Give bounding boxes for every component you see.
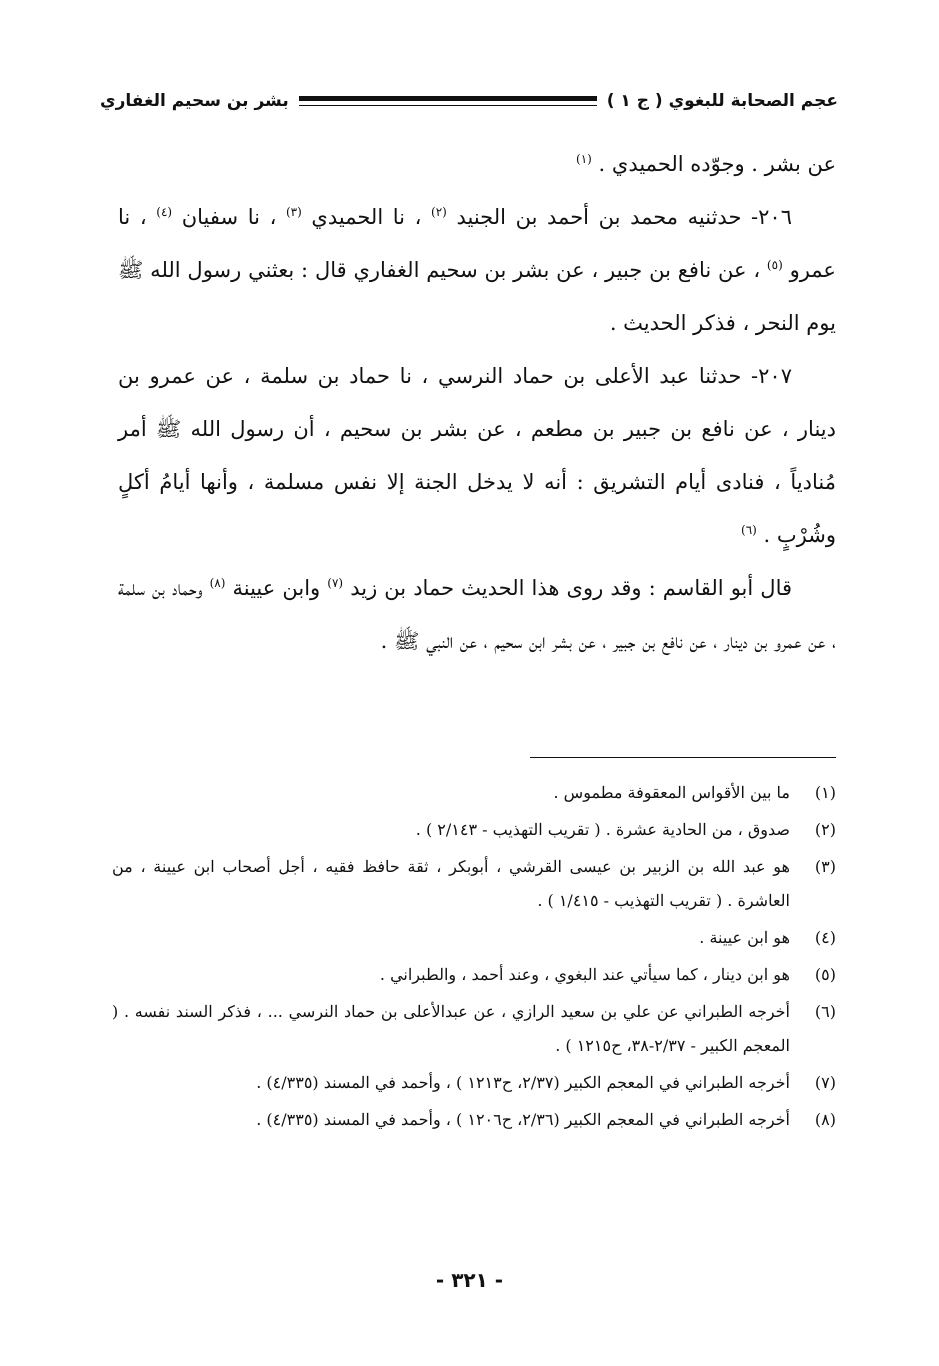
footnote-number: (٧) (814, 1073, 836, 1092)
paragraph-1 (118, 138, 836, 191)
page-number: - ٣٢١ - (435, 1268, 504, 1292)
footnote-text: أخرجه الطبراني في المعجم الكبير (٢/٣٧، ح١٢١٣ ) ، وأحمد في المسند (٤/٣٣٥) . (256, 1073, 790, 1092)
footnote-item (112, 995, 836, 1063)
footnote-number: (٢) (814, 820, 836, 839)
running-header (100, 86, 838, 116)
footnotes (112, 776, 836, 1140)
paragraph-abu-alqasim-part-c: وحماد بن سلمة ، عن عمرو بن دينار ، عن نافع بن جبير ، عن بشر ابن سحيم ، عن النبي ﷺ . (118, 576, 836, 653)
footnote-item (112, 921, 836, 955)
footnote-separator (530, 757, 836, 758)
header-rule-thin (299, 105, 597, 106)
footnote-number: (٤) (814, 928, 836, 947)
paragraph-206-part-c: ، نا سفيان (181, 205, 277, 229)
footnote-number: (١) (814, 783, 836, 802)
paragraph-206 (118, 191, 836, 350)
footnote-number: (٦) (814, 1002, 836, 1021)
footnote-item (112, 813, 836, 847)
footnote-ref-5: (٥) (766, 258, 783, 272)
footnote-ref-1: (١) (576, 152, 592, 166)
header-book-title: عجم الصحابة للبغوي ( ج ١ ) (606, 91, 838, 111)
header-section-title: بشر بن سحيم الغفاري (100, 91, 289, 111)
paragraph-207 (118, 350, 836, 562)
footnote-item (112, 850, 836, 918)
footnote-text: أخرجه الطبراني عن علي بن سعيد الرازي ، عن عبدالأعلى بن حماد النرسي ... ، فذكر السند نفسه . ( المعجم الكبير - ٢/٣٧-٣٨، ح١٢١٥ ) . (112, 1002, 791, 1055)
footnote-text: هو عبد الله بن الزبير بن عيسى القرشي ، أبوبكر ، ثقة حافظ فقيه ، أجل أصحاب ابن عيينة ، من العاشرة . ( تقريب التهذيب - ١/٤١٥ ) . (112, 857, 790, 910)
footnote-number: (٣) (814, 857, 836, 876)
footnote-ref-2: (٢) (431, 205, 447, 219)
paragraph-207-text: ٢٠٧- حدثنا عبد الأعلى بن حماد النرسي ، نا حماد بن سلمة ، عن عمرو بن دينار ، عن نافع بن جبير بن مطعم ، عن بشر بن سحيم ، أن رسول الله ﷺ أمر مُنادياً ، فنادى أيام التشريق : أنه لا يدخل الجنة إلا نفس مسلمة ، وأنها أيامُ أكلٍ وشُرْبٍ . (118, 364, 836, 547)
footnote-ref-8: (٨) (209, 576, 226, 590)
paragraph-206-part-e: ، عن نافع بن جبير ، عن بشر بن سحيم الغفاري قال : بعثني رسول الله ﷺ يوم النحر ، فذكر الحديث . (118, 258, 836, 335)
paragraph-206-part-b: ، نا الحميدي (311, 205, 422, 229)
footnote-text: صدوق ، من الحادية عشرة . ( تقريب التهذيب - ٢/١٤٣ ) . (415, 820, 790, 839)
paragraph-abu-alqasim-part-b: وابن عيينة (232, 576, 321, 600)
footnote-item (112, 1066, 836, 1100)
paragraph-abu-alqasim (118, 562, 836, 668)
footnote-item (112, 1103, 836, 1137)
paragraph-206-part-d: ، نا عمرو (118, 205, 836, 282)
footnote-number: (٨) (814, 1110, 836, 1129)
footnote-ref-7: (٧) (327, 576, 344, 590)
footnote-text: أخرجه الطبراني في المعجم الكبير (٢/٣٦، ح١٢٠٦ ) ، وأحمد في المسند (٤/٣٣٥) . (256, 1110, 790, 1129)
footnote-ref-4: (٤) (156, 205, 173, 219)
paragraph-abu-alqasim-part-a: قال أبو القاسم : وقد روى هذا الحديث حماد بن زيد (350, 576, 793, 600)
header-rule-thick (299, 96, 597, 101)
footnote-number: (٥) (814, 965, 836, 984)
main-text (118, 138, 836, 668)
footnote-text: هو ابن عيينة . (699, 928, 790, 947)
footnote-text: هو ابن دينار ، كما سيأتي عند البغوي ، وعند أحمد ، والطبراني . (379, 965, 790, 984)
footnote-item (112, 776, 836, 810)
footnote-text: ما بين الأقواس المعقوفة مطموس . (553, 783, 790, 802)
paragraph-206-part-a: ٢٠٦- حدثنيه محمد بن أحمد بن الجنيد (456, 205, 792, 229)
footnote-ref-3: (٣) (285, 205, 302, 219)
footnote-ref-6: (٦) (741, 523, 757, 537)
paragraph-1-text: عن بشر . وجوّده الحميدي . (598, 152, 836, 176)
footnote-item (112, 958, 836, 992)
header-rule (299, 86, 597, 116)
